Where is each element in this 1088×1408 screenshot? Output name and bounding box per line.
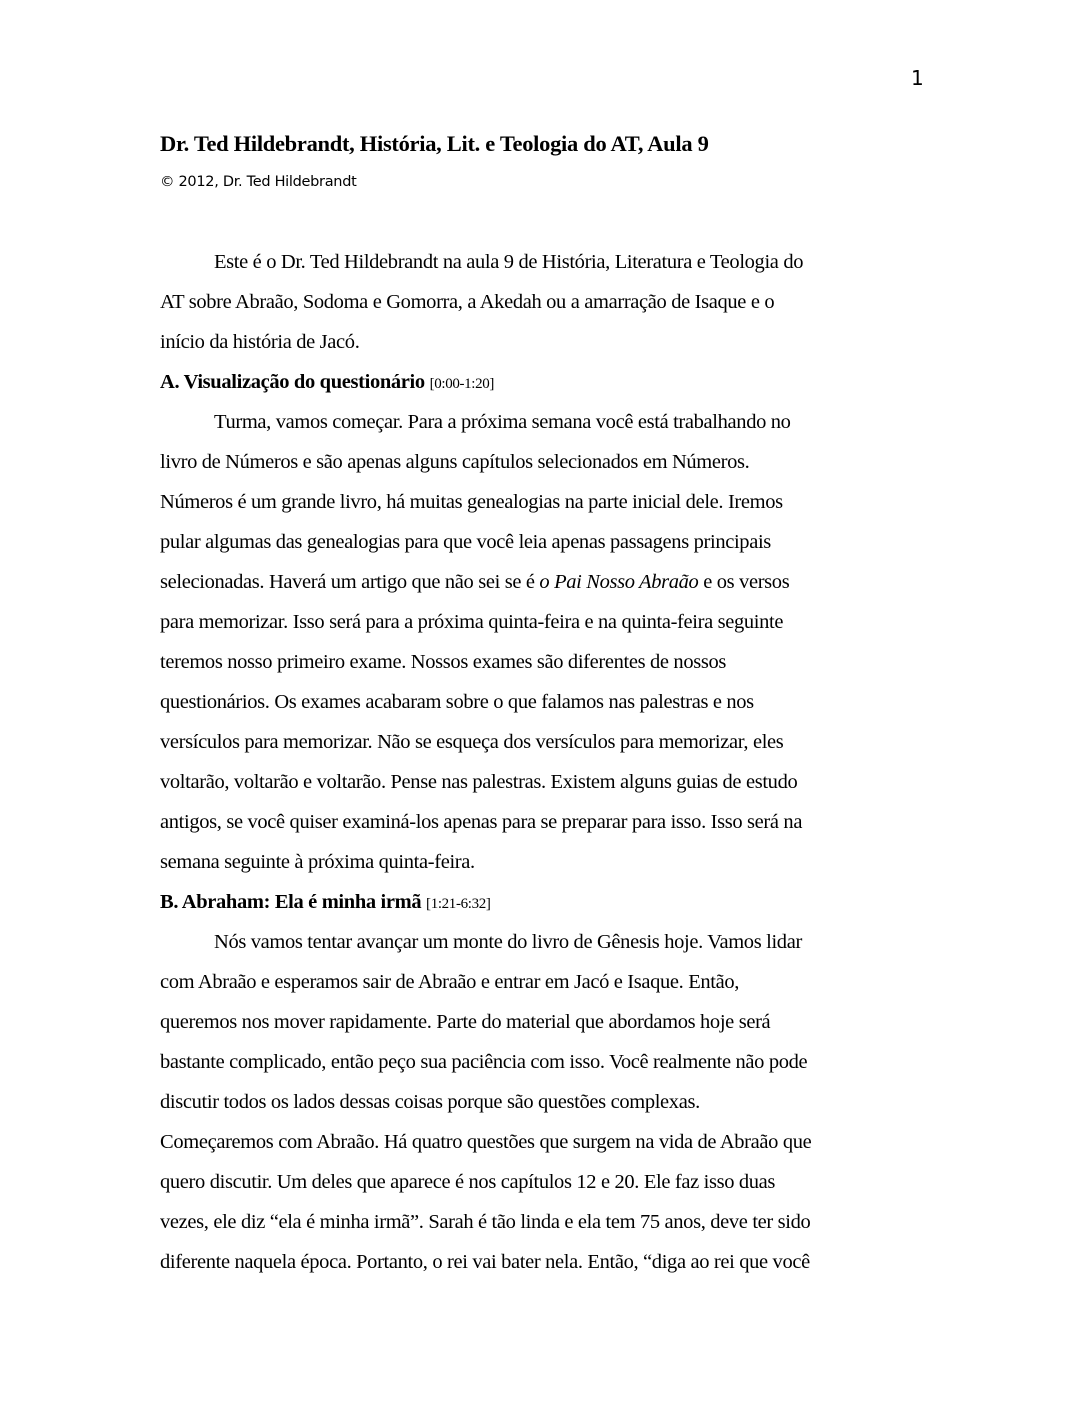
paragraph-line: quero discutir. Um deles que aparece é nos capítulos 12 e 20. Ele faz isso duas bbox=[160, 1171, 776, 1193]
paragraph-line: AT sobre Abraão, Sodoma e Gomorra, a Akedah ou a amarração de Isaque e o bbox=[160, 291, 775, 313]
paragraph-line: teremos nosso primeiro exame. Nossos exames são diferentes de nossos bbox=[160, 651, 727, 673]
paragraph-line: bastante complicado, então peço sua paciência com isso. Você realmente não pode bbox=[160, 1051, 808, 1073]
paragraph-line: início da história de Jacó. bbox=[160, 331, 360, 353]
page-number: 1 bbox=[911, 66, 924, 90]
paragraph-line: versículos para memorizar. Não se esqueça dos versículos para memorizar, eles bbox=[160, 731, 784, 753]
paragraph-line: livro de Números e são apenas alguns capítulos selecionados em Números. bbox=[160, 451, 750, 473]
copyright-notice: © 2012, Dr. Ted Hildebrandt bbox=[160, 174, 357, 190]
paragraph-line: antigos, se você quiser examiná-los apenas para se preparar para isso. Isso será na bbox=[160, 811, 803, 833]
paragraph-line: pular algumas das genealogias para que você leia apenas passagens principais bbox=[160, 531, 771, 553]
paragraph-line: Este é o Dr. Ted Hildebrandt na aula 9 de História, Literatura e Teologia do bbox=[214, 251, 804, 273]
section-heading-a bbox=[160, 362, 940, 402]
intro-paragraph bbox=[160, 242, 940, 362]
section-timestamp: [1:21-6:32] bbox=[426, 896, 491, 912]
paragraph-line: discutir todos os lados dessas coisas porque são questões complexas. bbox=[160, 1091, 700, 1113]
paragraph-line: voltarão, voltarão e voltarão. Pense nas palestras. Existem alguns guias de estudo bbox=[160, 771, 798, 793]
paragraph-line: questionários. Os exames acabaram sobre o que falamos nas palestras e nos bbox=[160, 691, 754, 713]
paragraph-line: Turma, vamos começar. Para a próxima semana você está trabalhando no bbox=[214, 411, 791, 433]
section-heading-b bbox=[160, 882, 940, 922]
document-title: Dr. Ted Hildebrandt, História, Lit. e Teologia do AT, Aula 9 bbox=[160, 131, 709, 156]
paragraph-line: diferente naquela época. Portanto, o rei vai bater nela. Então, “diga ao rei que você bbox=[160, 1251, 810, 1273]
paragraph-line: para memorizar. Isso será para a próxima quinta-feira e na quinta-feira seguinte bbox=[160, 611, 784, 633]
section-heading-text: B. Abraham: Ela é minha irmã bbox=[160, 891, 422, 913]
text-run: e os versos bbox=[698, 571, 790, 593]
document-body bbox=[160, 242, 940, 1282]
section-a-paragraph bbox=[160, 402, 940, 882]
paragraph-line: Começaremos com Abraão. Há quatro questões que surgem na vida de Abraão que bbox=[160, 1131, 812, 1153]
section-heading-text: A. Visualização do questionário bbox=[160, 371, 425, 393]
paragraph-line: Nós vamos tentar avançar um monte do livro de Gênesis hoje. Vamos lidar bbox=[214, 931, 802, 953]
paragraph-line: semana seguinte à próxima quinta-feira. bbox=[160, 851, 475, 873]
paragraph-line: queremos nos mover rapidamente. Parte do material que abordamos hoje será bbox=[160, 1011, 771, 1033]
section-b-paragraph bbox=[160, 922, 940, 1282]
paragraph-line: vezes, ele diz “ela é minha irmã”. Sarah é tão linda e ela tem 75 anos, deve ter sido bbox=[160, 1211, 811, 1233]
text-run: selecionadas. Haverá um artigo que não sei se é bbox=[160, 571, 540, 593]
paragraph-line: com Abraão e esperamos sair de Abraão e entrar em Jacó e Isaque. Então, bbox=[160, 971, 740, 993]
paragraph-line-with-italic bbox=[160, 562, 940, 602]
section-timestamp: [0:00-1:20] bbox=[429, 376, 495, 392]
paragraph-line: Números é um grande livro, há muitas genealogias na parte inicial dele. Iremos bbox=[160, 491, 783, 513]
italic-title: o Pai Nosso Abraão bbox=[539, 571, 699, 593]
